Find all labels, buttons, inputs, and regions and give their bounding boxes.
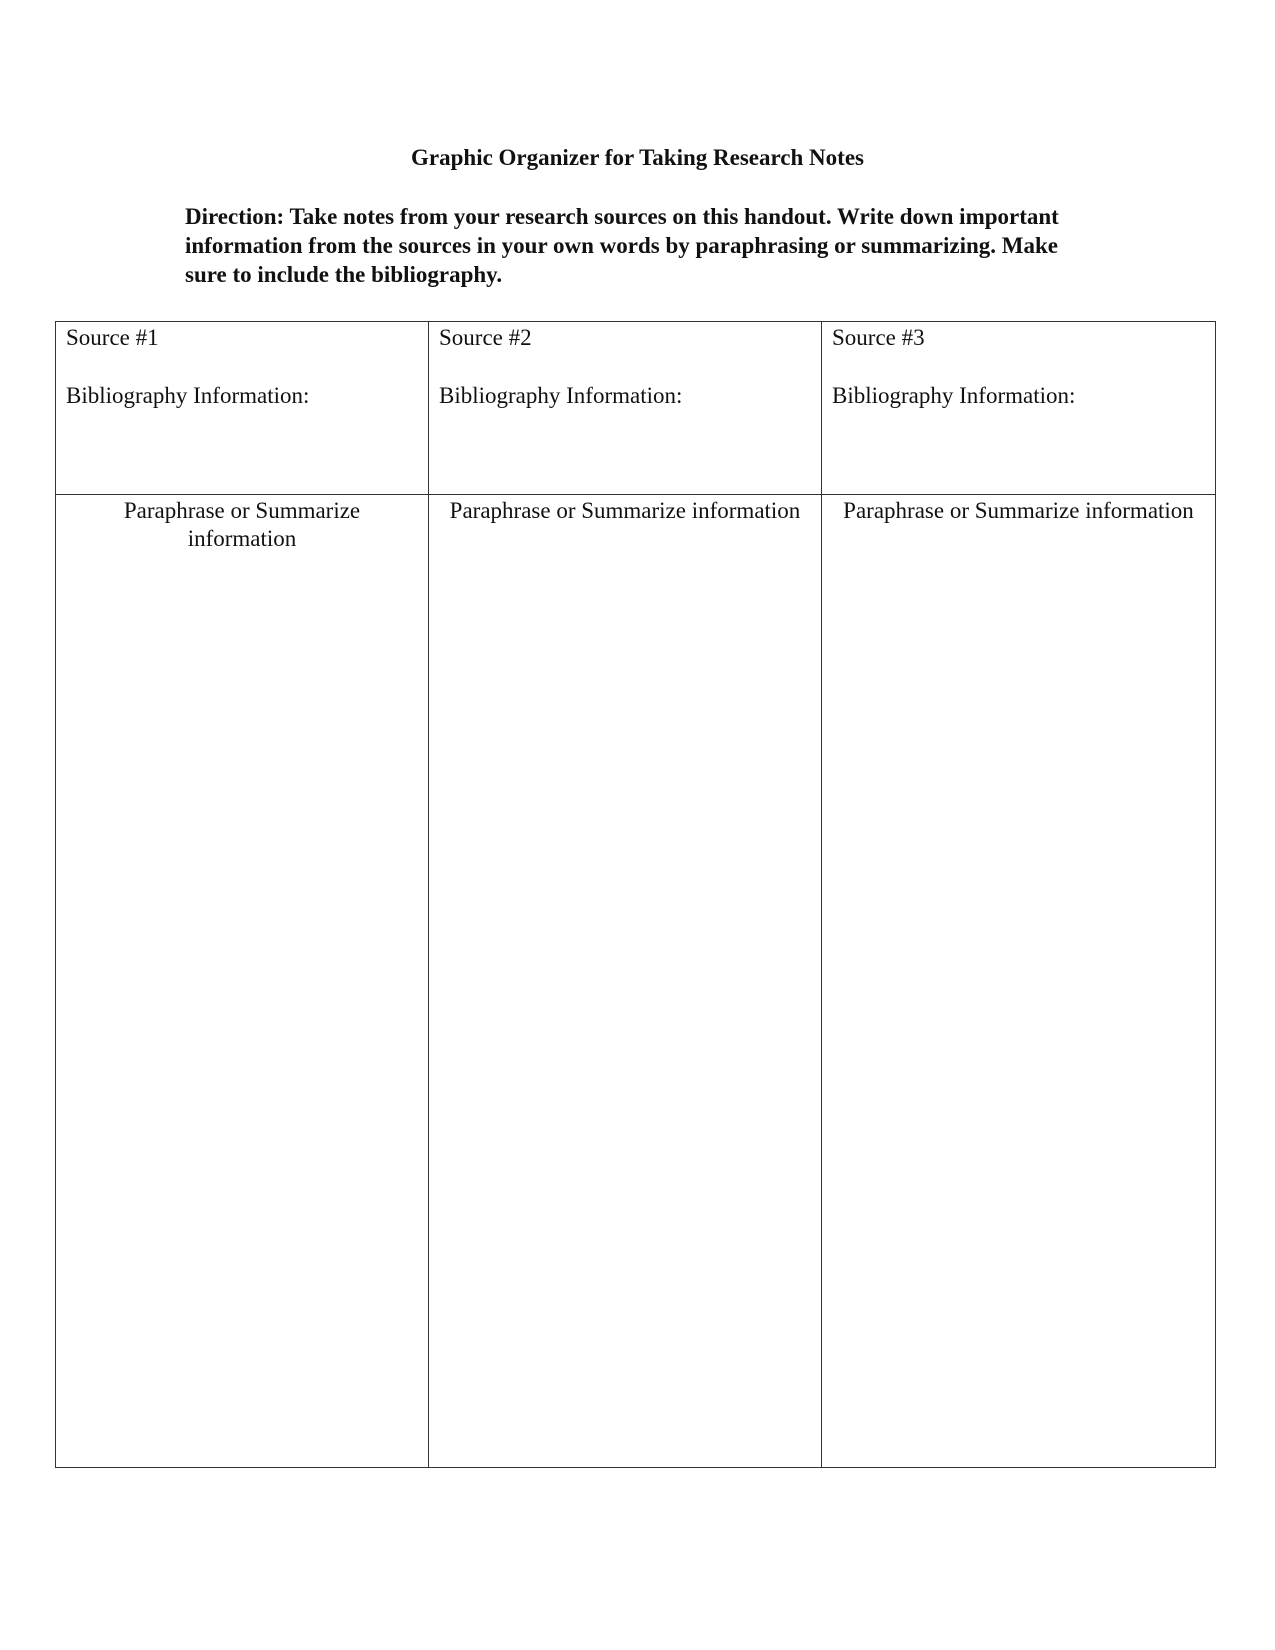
bibliography-row: [56, 322, 1216, 495]
source-3-notes-label: Paraphrase or Summarize information: [843, 498, 1194, 523]
source-3-label: Source #3: [832, 325, 925, 350]
directions-text: Direction: Take notes from your research sources on this handout. Write down important information from the sources in your own words by paraphrasing or summarizing. Make sure to include the bibliography.: [185, 204, 1059, 287]
source-1-bibliography-cell[interactable]: [56, 322, 429, 495]
notes-row: [56, 495, 1216, 1468]
source-1-notes-label: Paraphrase or Summarize information: [123, 498, 361, 551]
source-2-bibliography-label: Bibliography Information:: [439, 383, 683, 408]
source-3-notes-cell[interactable]: [822, 495, 1216, 1468]
source-3-bibliography-label: Bibliography Information:: [832, 383, 1076, 408]
source-1-notes-cell[interactable]: [56, 495, 429, 1468]
source-2-notes-cell[interactable]: [429, 495, 822, 1468]
source-2-notes-label: Paraphrase or Summarize information: [449, 498, 801, 523]
source-3-bibliography-cell[interactable]: [822, 322, 1216, 495]
source-2-label: Source #2: [439, 325, 532, 350]
source-1-bibliography-label: Bibliography Information:: [66, 383, 310, 408]
source-1-label: Source #1: [66, 325, 159, 350]
source-2-bibliography-cell[interactable]: [429, 322, 822, 495]
page-title: Graphic Organizer for Taking Research Notes: [411, 145, 864, 170]
research-notes-table: [55, 321, 1216, 1468]
